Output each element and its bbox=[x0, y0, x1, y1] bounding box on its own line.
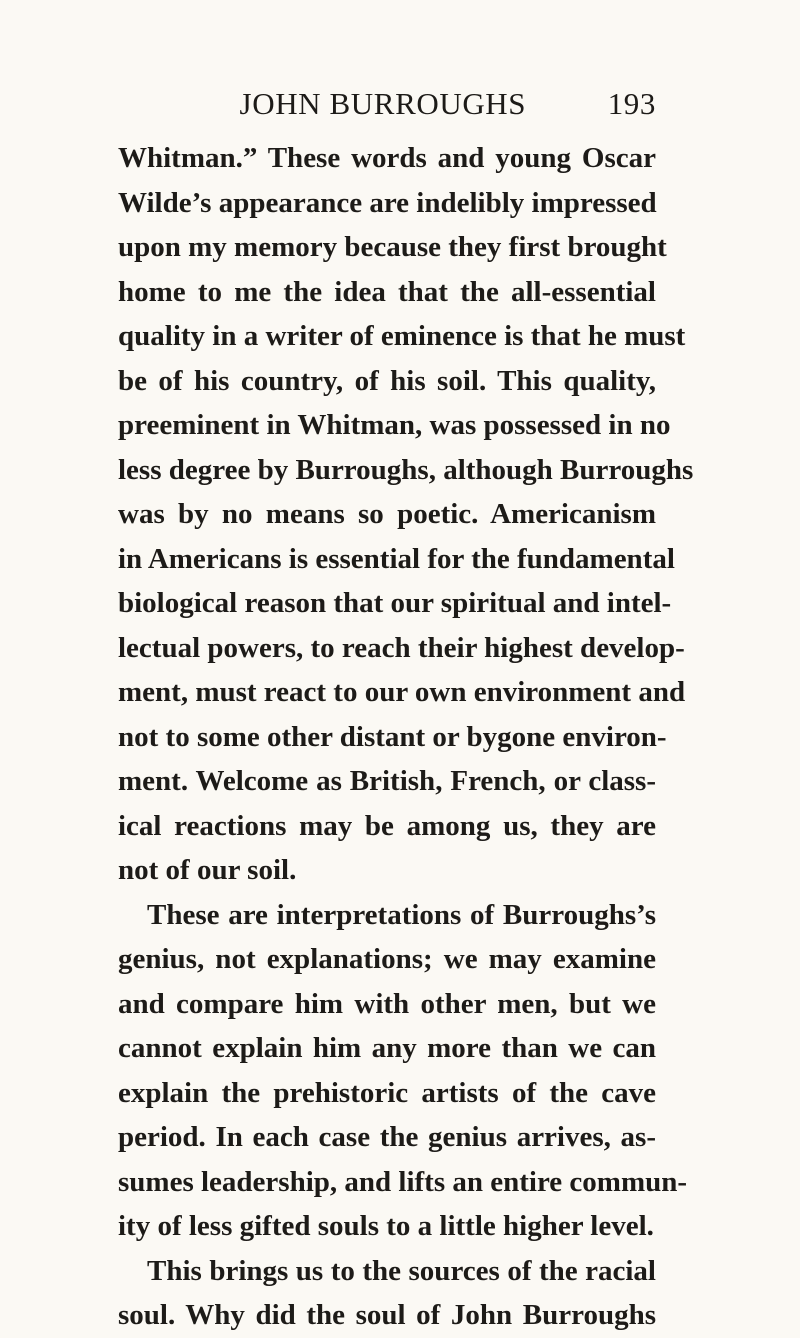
text-line: be of his country, of his soil. This quality, bbox=[118, 364, 656, 397]
running-head bbox=[118, 84, 656, 124]
text-line: ment. Welcome as British, French, or class- bbox=[118, 765, 656, 797]
text-line: home to me the idea that the all-essential bbox=[118, 275, 656, 308]
text-line: These are interpretations of Burroughs’s bbox=[147, 898, 656, 931]
text-line: quality in a writer of eminence is that he must bbox=[118, 320, 686, 352]
text-line: upon my memory because they first brought bbox=[118, 231, 667, 263]
text-line: Wilde’s appearance are indelibly impressed bbox=[118, 186, 657, 219]
page-number: 193 bbox=[607, 86, 656, 121]
text-line: less degree by Burroughs, although Burroughs bbox=[118, 453, 694, 486]
text-line: This brings us to the sources of the racial bbox=[147, 1254, 656, 1287]
text-line: preeminent in Whitman, was possessed in no bbox=[118, 409, 671, 441]
text-line: lectual powers, to reach their highest develop- bbox=[118, 631, 685, 664]
text-line: genius, not explanations; we may examine bbox=[118, 943, 656, 975]
text-line: ment, must react to our own environment and bbox=[118, 676, 686, 708]
text-line: sumes leadership, and lifts an entire commun- bbox=[118, 1165, 688, 1198]
text-line: cannot explain him any more than we can bbox=[118, 1032, 656, 1064]
text-line: not to some other distant or bygone environ- bbox=[118, 720, 667, 753]
text-line: and compare him with other men, but we bbox=[118, 987, 656, 1020]
text-line: ical reactions may be among us, they are bbox=[118, 809, 656, 842]
text-line: ity of less gifted souls to a little higher level. bbox=[118, 1210, 654, 1242]
text-line: in Americans is essential for the fundamental bbox=[118, 542, 675, 575]
running-title: JOHN BURROUGHS bbox=[239, 86, 527, 121]
body-text bbox=[118, 136, 694, 1338]
text-line: was by no means so poetic. Americanism bbox=[118, 498, 656, 530]
text-line: period. In each case the genius arrives, as- bbox=[118, 1121, 656, 1153]
text-line: not of our soil. bbox=[118, 854, 297, 886]
text-line: biological reason that our spiritual and intel- bbox=[118, 587, 672, 619]
text-line: Whitman.” These words and young Oscar bbox=[118, 142, 656, 174]
text-line: soul. Why did the soul of John Burroughs bbox=[118, 1299, 656, 1331]
text-line: explain the prehistoric artists of the cave bbox=[118, 1076, 656, 1109]
